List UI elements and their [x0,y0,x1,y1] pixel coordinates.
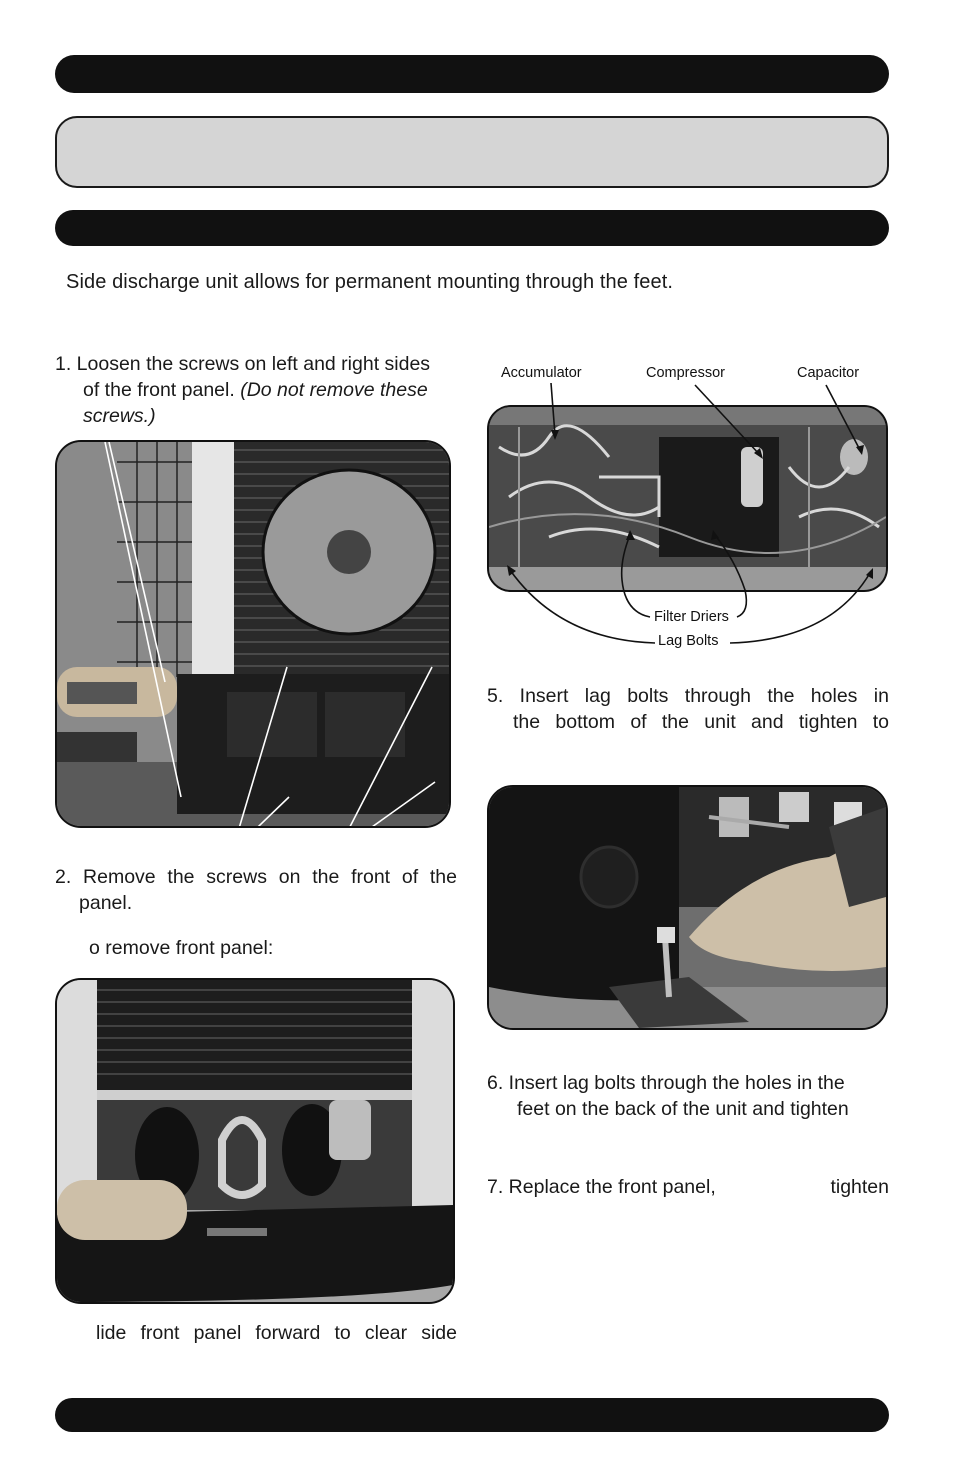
step-7-part-1: 7. Replace the front panel, [487,1176,716,1198]
step-2-line-2: panel. [79,892,133,914]
label-accumulator: Accumulator [501,365,582,381]
intro-text: Side discharge unit allows for permanent mounting through the feet. [66,271,674,293]
photo-lag-bolt-install [487,785,888,1030]
step-4: lide front panel forward to clear side [96,1322,457,1344]
step-1-line-2: of the front panel. [83,379,241,401]
step-5-line-1: 5. Insert lag bolts through the holes in [487,685,889,707]
footer-bar [55,1398,889,1432]
step-1-note: (Do not remove these [240,379,428,401]
label-capacitor: Capacitor [797,365,860,381]
step-1-note-end: screws.) [83,405,156,427]
step-6 [487,1070,889,1122]
label-filter-driers: Filter Driers [654,609,729,625]
step-5 [487,683,889,735]
step-6-line-2: feet on the back of the unit and tighten [517,1098,849,1120]
step-7 [487,1174,889,1200]
step-1-line-1: 1. Loosen the screws on left and right sides [55,353,431,375]
label-lag-bolts: Lag Bolts [658,633,719,649]
step-6-line-1: 6. Insert lag bolts through the holes in the [487,1072,845,1094]
step-7-part-2: tighten [830,1176,889,1198]
label-compressor: Compressor [646,365,725,381]
step-3: o remove front panel: [89,937,274,959]
step-2-line-1: 2. Remove the screws on the front of the [55,866,457,888]
step-5-line-2: the bottom of the unit and tighten to [513,711,889,733]
